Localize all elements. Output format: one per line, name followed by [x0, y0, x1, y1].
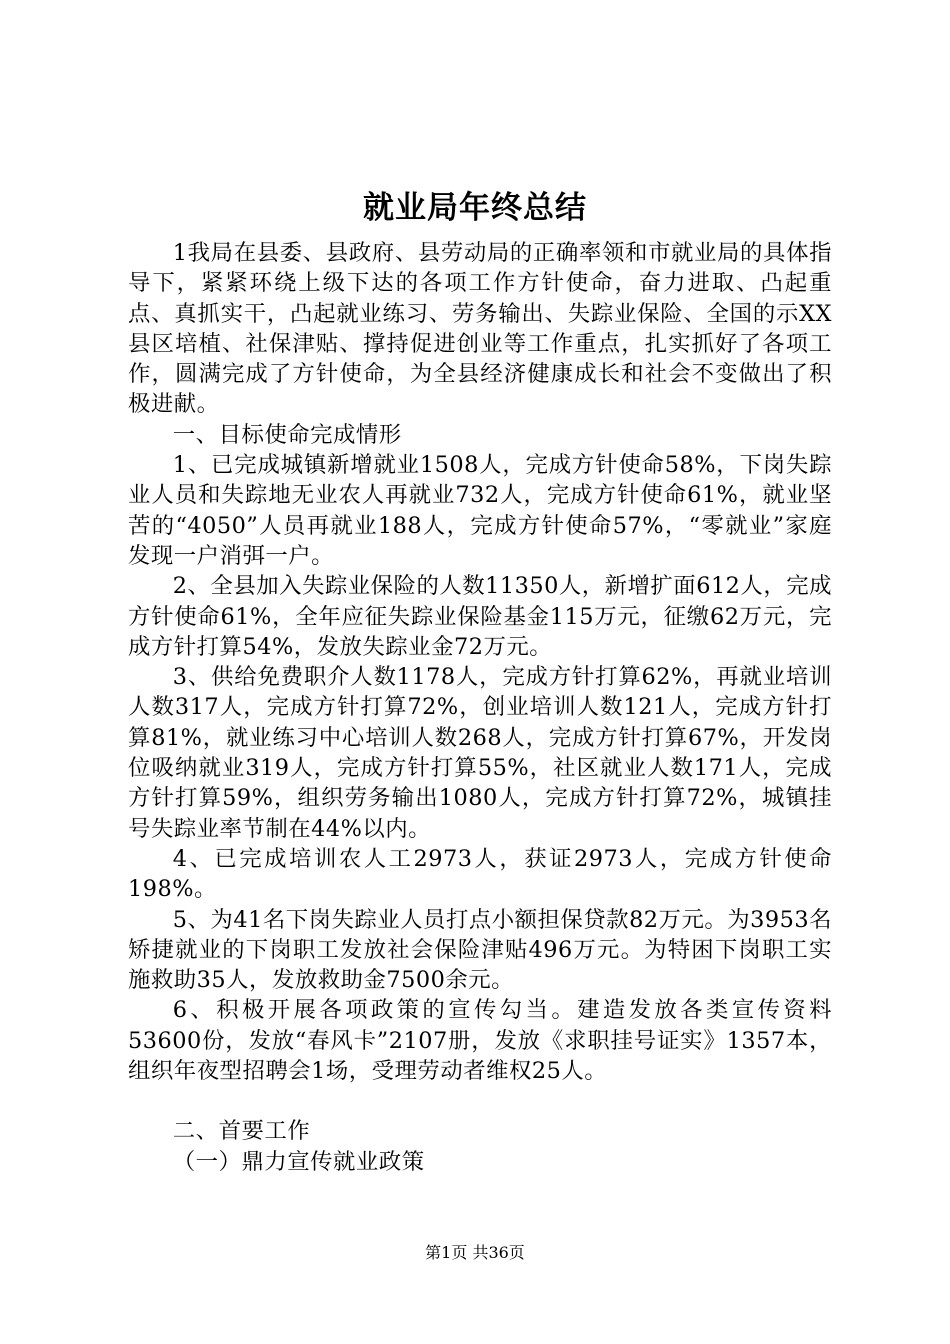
paragraph-item-3: 3、供给免费职介人数1178人，完成方针打算62%，再就业培训人数317人，完成方针打算72%，创业培训人数121人，完成方针打算81%，就业练习中心培训人数268人，完成方针打算67%，开发岗位吸纳就业319人，完成方针打算55%，社区就业人数171人，完成方针打算59%，组织劳务输出1080人，完成方针打算72%，城镇挂号失踪业率节制在44%以内。 — [128, 664, 832, 842]
subsection-heading-policy: （一）鼎力宣传就业政策 — [172, 1148, 425, 1175]
section-heading-main-work: 二、首要工作 — [172, 1118, 311, 1145]
paragraph-intro: 1我局在县委、县政府、县劳动局的正确率领和市就业局的具体指导下，紧紧环绕上级下达的各项工作方针使命，奋力进取、凸起重点、真抓实干，凸起就业练习、劳务输出、失踪业保险、全国的示XX县区培植、社保津贴、撑持促进创业等工作重点，扎实抓好了各项工作，圆满完成了方针使命，为全县经济健康成长和社会不变做出了积极进献。 — [128, 240, 832, 418]
document-body — [128, 238, 832, 1177]
paragraph-item-5: 5、为41名下岗失踪业人员打点小额担保贷款82万元。为3953名矫捷就业的下岗职工发放社会保险津贴496万元。为特困下岗职工实施救助35人，发放救助金7500余元。 — [128, 906, 832, 994]
section-heading-targets: 一、目标使命完成情形 — [172, 421, 402, 448]
page-number-footer: 第1页 共36页 — [425, 1243, 525, 1262]
document-title: 就业局年终总结 — [363, 190, 587, 226]
paragraph-item-1: 1、已完成城镇新增就业1508人，完成方针使命58%，下岗失踪业人员和失踪地无业农人再就业732人，完成方针使命61%，就业坚苦的“4050”人员再就业188人，完成方针使命57%，“零就业”家庭发现一户消弭一户。 — [128, 452, 832, 569]
paragraph-item-4: 4、已完成培训农人工2973人，获证2973人，完成方针使命198%。 — [128, 845, 832, 903]
paragraph-item-6: 6、积极开展各项政策的宣传勾当。建造发放各类宣传资料53600份，发放“春风卡”2107册，发放《求职挂号证实》1357本，组织年夜型招聘会1场，受理劳动者维权25人。 — [128, 997, 832, 1085]
paragraph-item-2: 2、全县加入失踪业保险的人数11350人，新增扩面612人，完成方针使命61%，全年应征失踪业保险基金115万元，征缴62万元，完成方针打算54%，发放失踪业金72万元。 — [128, 573, 832, 660]
